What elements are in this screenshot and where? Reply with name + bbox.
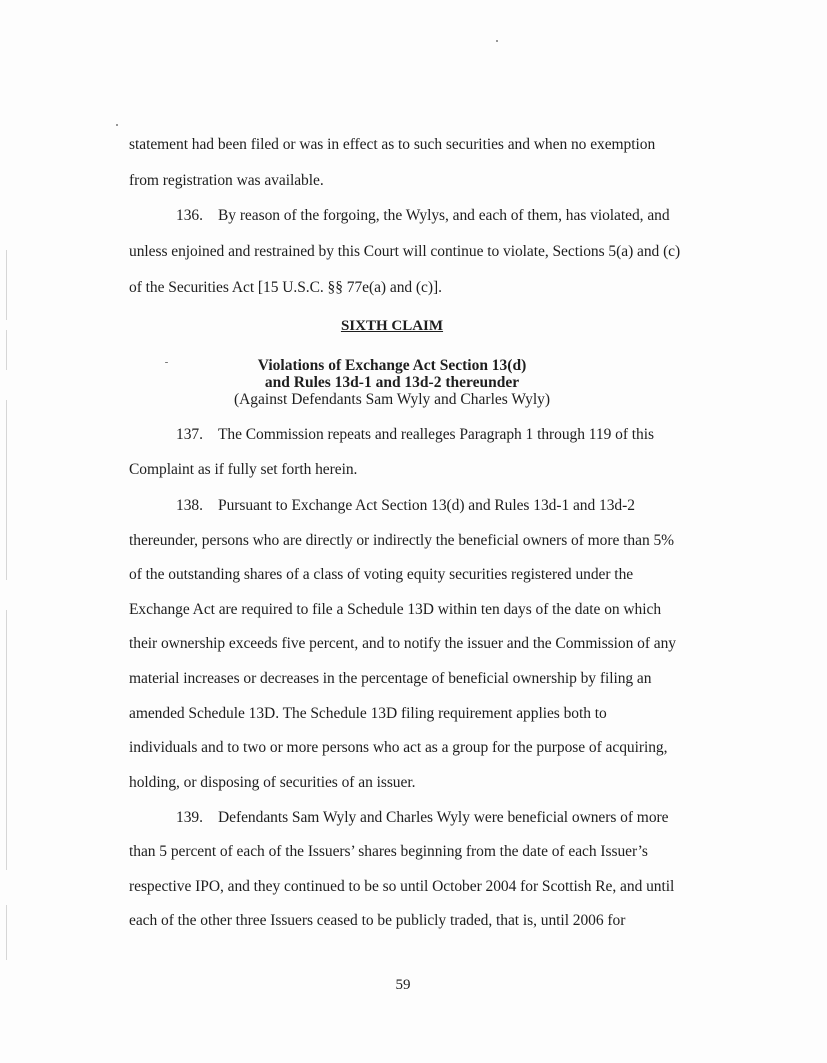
scan-speck xyxy=(496,40,498,42)
claim-subtitle-line-1: Violations of Exchange Act Section 13(d) xyxy=(257,357,527,374)
body-text-line: thereunder, persons who are directly or indirectly the beneficial owners of more than 5% xyxy=(129,532,675,549)
body-text: The Commission repeats and realleges Paragraph 1 through 119 of this xyxy=(218,426,654,443)
body-text-line: holding, or disposing of securities of an issuer. xyxy=(129,774,416,791)
body-text-line: unless enjoined and restrained by this Court will continue to violate, Sections 5(a) and (c) xyxy=(129,243,681,260)
body-text-line: their ownership exceeds five percent, and to notify the issuer and the Commission of any xyxy=(129,635,677,652)
body-text-line: from registration was available. xyxy=(129,172,324,189)
body-text-line: Complaint as if fully set forth herein. xyxy=(129,461,358,478)
paragraph-number: 136. xyxy=(176,207,203,224)
scan-speck xyxy=(116,124,118,126)
paragraph-139-first-line xyxy=(176,809,668,827)
body-text-line: respective IPO, and they continued to be so until October 2004 for Scottish Re, and until xyxy=(129,878,675,895)
page-number: 59 xyxy=(395,977,411,993)
paragraph-number: 138. xyxy=(176,497,203,514)
scan-streak xyxy=(6,400,7,580)
paragraph-number: 139. xyxy=(176,809,203,826)
body-text: Defendants Sam Wyly and Charles Wyly were beneficial owners of more xyxy=(218,809,669,826)
body-text: By reason of the forgoing, the Wylys, and each of them, has violated, and xyxy=(218,207,670,224)
scan-streak xyxy=(6,905,7,960)
body-text-line: of the Securities Act [15 U.S.C. §§ 77e(a) and (c)]. xyxy=(129,279,442,296)
body-text-line: amended Schedule 13D. The Schedule 13D filing requirement applies both to xyxy=(129,705,607,722)
body-text-line: each of the other three Issuers ceased to be publicly traded, that is, until 2006 for xyxy=(129,912,626,929)
body-text-line: individuals and to two or more persons who act as a group for the purpose of acquiring, xyxy=(129,739,668,756)
scan-streak xyxy=(6,610,7,870)
body-text-line: Exchange Act are required to file a Schedule 13D within ten days of the date on which xyxy=(129,601,662,618)
body-text: Pursuant to Exchange Act Section 13(d) and Rules 13d-1 and 13d-2 xyxy=(218,497,635,514)
scan-streak xyxy=(6,250,7,320)
body-text-line: than 5 percent of each of the Issuers’ shares beginning from the date of each Issuer’s xyxy=(129,843,648,860)
paragraph-137-first-line xyxy=(176,426,654,444)
claim-subtitle-line-2: and Rules 13d-1 and 13d-2 thereunder xyxy=(264,374,520,391)
paragraph-number: 137. xyxy=(176,426,203,443)
body-text-line: statement had been filed or was in effect as to such securities and when no exemption xyxy=(129,136,656,153)
body-text-line: of the outstanding shares of a class of voting equity securities registered under the xyxy=(129,566,634,583)
paragraph-136-first-line xyxy=(176,207,670,225)
paragraph-138-first-line xyxy=(176,497,635,515)
claim-title: SIXTH CLAIM xyxy=(340,318,444,334)
claim-subtitle-line-3: (Against Defendants Sam Wyly and Charles Wyly) xyxy=(233,391,551,408)
body-text-line: material increases or decreases in the percentage of beneficial ownership by filing an xyxy=(129,670,652,687)
